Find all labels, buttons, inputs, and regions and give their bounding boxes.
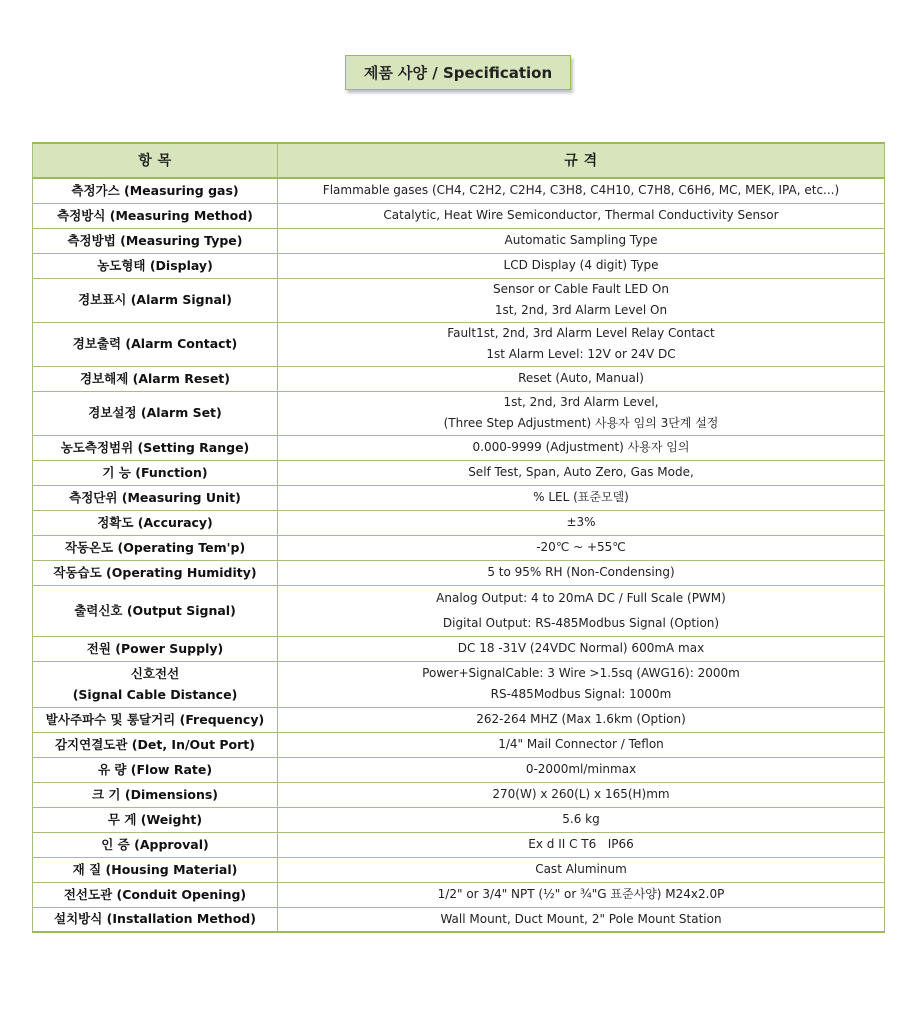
table-row (33, 585, 885, 636)
row-label: 경보해제 (Alarm Reset) (33, 366, 278, 391)
row-value (278, 560, 885, 585)
row-value (278, 203, 885, 228)
table-row (33, 366, 885, 391)
table-row (33, 510, 885, 535)
value-line: Flammable gases (CH4, C2H2, C2H4, C3H8, C4H10, C7H8, C6H6, MC, MEK, IPA, etc...) (322, 183, 840, 198)
row-value (278, 322, 885, 366)
table-header-row (33, 143, 885, 178)
spec-table (32, 142, 885, 933)
table-row (33, 391, 885, 435)
table-row (33, 253, 885, 278)
table-row (33, 322, 885, 366)
row-value (278, 782, 885, 807)
page-title: 제품 사양 / Specification (345, 55, 571, 90)
row-label: 경보표시 (Alarm Signal) (33, 278, 278, 322)
table-row (33, 228, 885, 253)
row-value (278, 732, 885, 757)
value-line: 5 to 95% RH (Non-Condensing) (487, 565, 675, 579)
table-row (33, 278, 885, 322)
value-line: 0.000-9999 (Adjustment) 사용자 임의 (472, 440, 690, 454)
row-value (278, 535, 885, 560)
value-line: 1st Alarm Level: 12V or 24V DC (486, 347, 676, 361)
table-row (33, 882, 885, 907)
row-value (278, 907, 885, 932)
value-line: Power+SignalCable: 3 Wire >1.5sq (AWG16): 2000m (422, 666, 740, 680)
header-spec: 규 격 (278, 143, 885, 178)
value-line: -20℃ ~ +55℃ (536, 540, 626, 554)
value-line: (Three Step Adjustment) 사용자 임의 3단계 설정 (443, 416, 719, 430)
row-label: 작동온도 (Operating Tem'p) (33, 535, 278, 560)
row-value (278, 585, 885, 636)
value-line: 1st, 2nd, 3rd Alarm Level On (494, 303, 668, 317)
row-label: 농도측정범위 (Setting Range) (33, 435, 278, 460)
label-line: (Signal Cable Distance) (72, 687, 238, 702)
row-label: 발사주파수 및 통달거리 (Frequency) (33, 707, 278, 732)
table-row (33, 535, 885, 560)
row-value (278, 391, 885, 435)
value-line: RS-485Modbus Signal: 1000m (490, 687, 672, 701)
row-value (278, 757, 885, 782)
value-line: Self Test, Span, Auto Zero, Gas Mode, (468, 465, 694, 479)
row-value (278, 278, 885, 322)
row-label: 인 증 (Approval) (33, 832, 278, 857)
row-label: 무 게 (Weight) (33, 807, 278, 832)
value-line: Ex d II C T6 IP66 (528, 837, 634, 851)
row-value (278, 832, 885, 857)
row-label: 측정방식 (Measuring Method) (33, 203, 278, 228)
table-row (33, 636, 885, 661)
value-line: Digital Output: RS-485Modbus Signal (Option) (442, 615, 720, 630)
row-label: 측정단위 (Measuring Unit) (33, 485, 278, 510)
table-row (33, 832, 885, 857)
table-row (33, 907, 885, 932)
value-line: 0-2000ml/minmax (525, 762, 637, 776)
row-label: 정확도 (Accuracy) (33, 510, 278, 535)
value-line: 1/4" Mail Connector / Teflon (498, 737, 664, 751)
table-row (33, 178, 885, 203)
row-value (278, 636, 885, 661)
row-label: 측정방법 (Measuring Type) (33, 228, 278, 253)
row-label: 출력신호 (Output Signal) (33, 585, 278, 636)
value-line: Analog Output: 4 to 20mA DC / Full Scale (PWM) (436, 590, 726, 605)
row-label: 기 능 (Function) (33, 460, 278, 485)
row-value (278, 460, 885, 485)
value-line: 262-264 MHZ (Max 1.6km (Option) (476, 712, 686, 726)
row-label: 유 량 (Flow Rate) (33, 757, 278, 782)
row-value (278, 857, 885, 882)
table-row (33, 435, 885, 460)
row-label: 설치방식 (Installation Method) (33, 907, 278, 932)
row-label: 크 기 (Dimensions) (33, 782, 278, 807)
table-row (33, 757, 885, 782)
value-line: Sensor or Cable Fault LED On (493, 282, 669, 296)
row-value (278, 253, 885, 278)
row-label: 작동습도 (Operating Humidity) (33, 560, 278, 585)
row-value (278, 228, 885, 253)
row-value (278, 485, 885, 510)
value-line: % LEL (표준모델) (533, 490, 629, 504)
row-label: 측정가스 (Measuring gas) (33, 178, 278, 203)
row-value (278, 661, 885, 707)
label-line: 신호전선 (130, 666, 180, 681)
table-row (33, 857, 885, 882)
row-label: 농도형태 (Display) (33, 253, 278, 278)
value-line: ±3% (566, 515, 596, 529)
value-line: Catalytic, Heat Wire Semiconductor, Thermal Conductivity Sensor (383, 208, 779, 222)
row-label (33, 661, 278, 707)
value-line: 1st, 2nd, 3rd Alarm Level, (503, 395, 659, 409)
table-row (33, 203, 885, 228)
row-value (278, 435, 885, 460)
value-line: 270(W) x 260(L) x 165(H)mm (492, 787, 670, 801)
row-label: 전원 (Power Supply) (33, 636, 278, 661)
row-label: 전선도관 (Conduit Opening) (33, 882, 278, 907)
table-row (33, 460, 885, 485)
row-value (278, 510, 885, 535)
row-label: 감지연결도관 (Det, In/Out Port) (33, 732, 278, 757)
table-row (33, 485, 885, 510)
row-value (278, 366, 885, 391)
row-value (278, 707, 885, 732)
row-label: 경보출력 (Alarm Contact) (33, 322, 278, 366)
row-value (278, 178, 885, 203)
table-row (33, 661, 885, 707)
value-line: Cast Aluminum (535, 862, 627, 876)
table-row (33, 782, 885, 807)
row-value (278, 807, 885, 832)
value-line: 1/2" or 3/4" NPT (½" or ¾"G 표준사양) M24x2.0P (437, 887, 725, 901)
row-value (278, 882, 885, 907)
table-row (33, 732, 885, 757)
header-item: 항 목 (33, 143, 278, 178)
row-label: 재 질 (Housing Material) (33, 857, 278, 882)
value-line: Reset (Auto, Manual) (518, 371, 644, 385)
row-label: 경보설정 (Alarm Set) (33, 391, 278, 435)
value-line: DC 18 -31V (24VDC Normal) 600mA max (457, 641, 705, 655)
value-line: LCD Display (4 digit) Type (503, 258, 659, 272)
table-row (33, 707, 885, 732)
value-line: 5.6 kg (562, 812, 600, 826)
table-row (33, 807, 885, 832)
value-line: Automatic Sampling Type (504, 233, 658, 247)
value-line: Fault1st, 2nd, 3rd Alarm Level Relay Contact (447, 326, 715, 340)
table-row (33, 560, 885, 585)
value-line: Wall Mount, Duct Mount, 2" Pole Mount Station (440, 911, 722, 926)
